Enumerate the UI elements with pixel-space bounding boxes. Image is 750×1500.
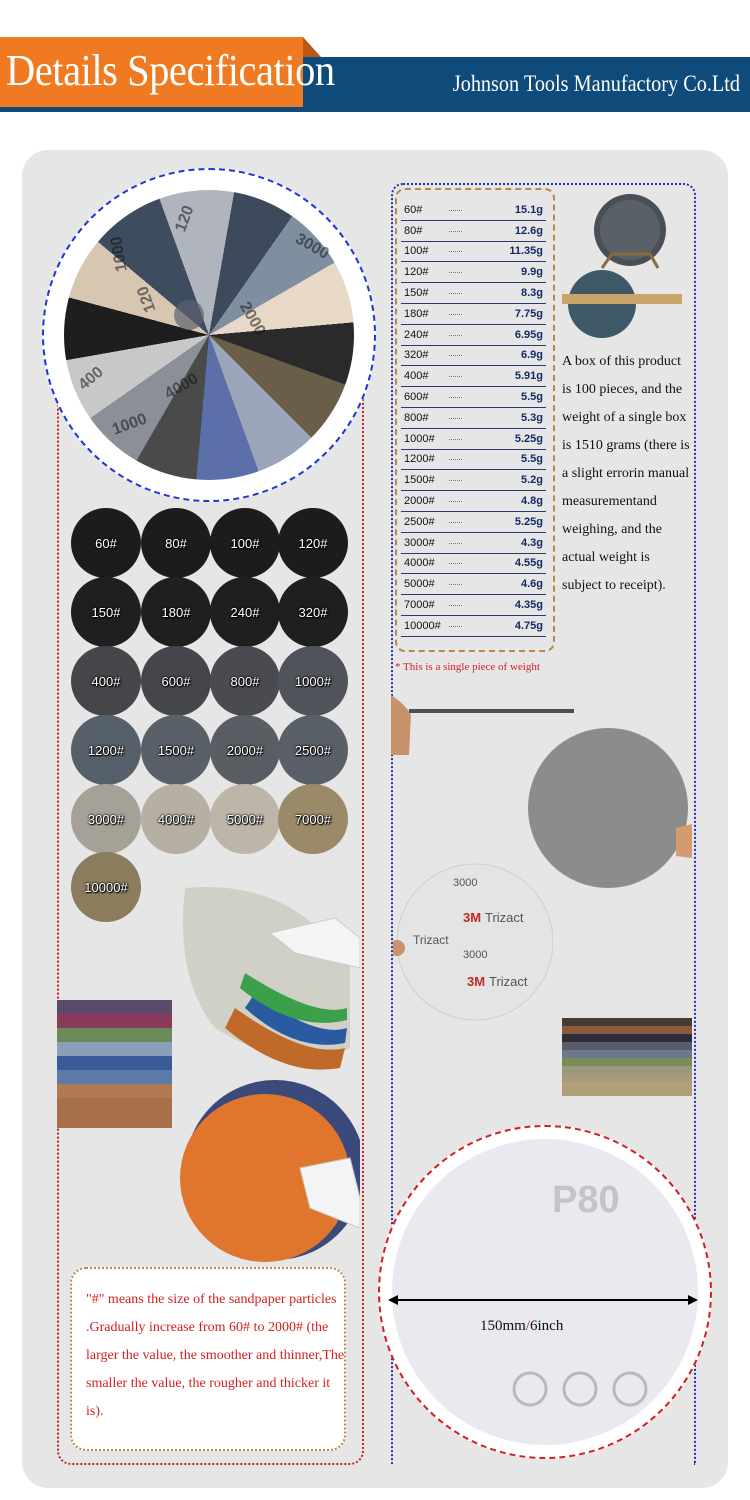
grit-label: 1200# [87,742,125,758]
leader-dots: ······· [445,366,481,387]
weight-row [401,449,546,470]
weight-row [401,200,546,220]
weight-cell: 4.3g [481,532,546,553]
ruler [562,294,682,304]
weight-row [401,615,546,636]
weight-table [401,200,546,637]
grit-swatch [141,577,211,647]
disc-layer [57,1056,172,1070]
weight-note: * This is a single piece of weight [395,661,540,673]
weight-row [401,220,546,241]
weight-row [401,283,546,304]
grit-swatch [210,784,280,854]
leader-dots: ······· [445,324,481,345]
weight-row [401,470,546,491]
grit-swatch [71,646,141,716]
grit-cell: 600# [401,387,445,408]
weight-cell: 5.25g [481,428,546,449]
grit-swatch [71,577,141,647]
grit-label: 5000# [226,811,264,827]
disc-label: 1000 [109,410,150,439]
leader-dots: ······· [445,491,481,512]
weight-cell: 4.55g [481,553,546,574]
grit-cell: 2500# [401,511,445,532]
disc-label: 120 [172,203,198,235]
arrow-right-icon [688,1295,698,1305]
grit-cell: 1000# [401,428,445,449]
box-description: A box of this product is 100 pieces, and the weight of a single box is 1510 grams (there is a slight errorin manual measurementand weighing, and the actual weight is subject to receipt). [562,354,690,593]
disc-layer [57,1014,172,1028]
grit-label: 2500# [294,742,332,758]
weight-row [401,407,546,428]
leader-dots: ······· [445,241,481,262]
grit-swatch [210,715,280,785]
disc-layer [562,1066,692,1074]
disc-layer [57,1084,172,1098]
grit-swatch [71,508,141,578]
arrow-left-icon [388,1295,398,1305]
weight-row [401,366,546,387]
weight-row [401,241,546,262]
weight-row [401,491,546,512]
leader-dots: ······· [445,428,481,449]
grit-swatch [210,577,280,647]
grit-cell: 4000# [401,553,445,574]
weight-cell: 5.3g [481,407,546,428]
weight-row [401,324,546,345]
goggles-icon [514,1373,546,1405]
finger [391,695,411,755]
weight-row [401,303,546,324]
page-title: Details Specification [6,46,335,95]
mask-icon [564,1373,596,1405]
grit-cell: 1200# [401,449,445,470]
leader-dots: ······· [445,532,481,553]
company-name: Johnson Tools Manufactory Co.Ltd [452,71,740,96]
grit-cell: 3000# [401,532,445,553]
leader-dots: ······· [445,220,481,241]
weight-row [401,262,546,283]
grit-label: 180# [161,604,191,620]
product-name: Trizact [413,933,449,947]
grit-label: 60# [95,535,117,551]
grit-swatch [278,508,348,578]
grit-label: 240# [230,604,260,620]
leader-dots: ······· [445,200,481,220]
grit-label: 320# [298,604,328,620]
disc-label: 2000 [235,299,269,339]
disc-layer [562,1018,692,1026]
disc-label: 1000 [107,235,131,274]
leader-dots: ······· [445,387,481,408]
dimension-slash: / [525,1318,531,1334]
weight-cell: 4.6g [481,574,546,595]
weight-cell: 6.95g [481,324,546,345]
weight-cell: 4.8g [481,491,546,512]
grit-swatch [71,784,141,854]
weight-cell: 5.5g [481,449,546,470]
disc-layer [562,1082,692,1096]
weight-cell: 5.2g [481,470,546,491]
disc-layer [57,1070,172,1084]
disc-label: 3000 [292,230,332,263]
weight-cell: 15.1g [481,200,546,220]
disc-layer [562,1058,692,1066]
weight-row [401,387,546,408]
grit-cell: 400# [401,366,445,387]
hand-holding-discs-photo [175,878,360,1078]
grit-swatch [278,577,348,647]
disc-layer [57,1028,172,1042]
grit-swatch [141,715,211,785]
discs-fan-image [64,190,354,480]
disc-layer [57,1000,172,1014]
weight-row [401,532,546,553]
disc-layer [562,1050,692,1058]
leader-dots: ······· [445,303,481,324]
grit-cell: 180# [401,303,445,324]
weight-cell: 6.9g [481,345,546,366]
grit-explanation-text: "#" means the size of the sandpaper particles .Gradually increase from 60# to 2000# (the larger the value, the smoother and thinner,The smaller the value, the rougher and thicker it is). [86,1292,345,1419]
leader-dots: ······· [445,283,481,304]
grit-cell: 10000# [401,615,445,636]
grit-swatch [141,508,211,578]
leader-dots: ······· [445,470,481,491]
disc-dimension [480,1318,620,1335]
leader-dots: ······· [445,615,481,636]
grit-swatch [210,646,280,716]
grit-cell: 2000# [401,491,445,512]
weight-cell: 4.75g [481,615,546,636]
fan-center [174,300,204,330]
leader-dots: ······· [445,553,481,574]
grade-print: P80 [552,1179,620,1221]
weight-row [401,345,546,366]
disc-label: 120 [134,283,160,315]
leader-dots: ······· [445,449,481,470]
safety-icons [510,1367,680,1427]
grit-cell: 80# [401,220,445,241]
weight-cell: 9.9g [481,262,546,283]
grit-label: 3000# [87,811,125,827]
stacked-discs-photo [57,990,177,1140]
grit-swatch [278,715,348,785]
weight-cell: 5.25g [481,511,546,532]
dimension-mm: 150mm [480,1318,526,1334]
disc-stack-side-photo [562,1010,692,1105]
product-name: Trizact [485,910,524,925]
grit-label: 400# [91,673,121,689]
grit-label: 4000# [157,811,195,827]
grit-swatch [278,646,348,716]
grit-cell: 320# [401,345,445,366]
grit-label: 1500# [157,742,195,758]
leader-dots: ······· [445,595,481,616]
grit-cell: 150# [401,283,445,304]
dimension-inch: 6inch [530,1318,564,1334]
grade-label: 3000 [463,949,488,961]
finger [676,824,692,858]
grit-cell: 1500# [401,470,445,491]
leader-dots: ······· [445,262,481,283]
weight-cell: 8.3g [481,283,546,304]
grit-swatch [141,784,211,854]
weight-cell: 4.35g [481,595,546,616]
leader-dots: ······· [445,574,481,595]
disc-label: 400 [75,363,107,394]
weight-cell: 5.91g [481,366,546,387]
weight-row [401,574,546,595]
grit-label: 80# [165,535,187,551]
grit-label: 800# [230,673,260,689]
grit-cell: 800# [401,407,445,428]
disc-layer [562,1026,692,1034]
grit-label: 2000# [226,742,264,758]
grit-swatch [141,646,211,716]
leader-dots: ······· [445,407,481,428]
dimension-arrow [388,1290,698,1310]
grit-label: 10000# [84,879,128,895]
orange-disc-hand-photo [180,1078,360,1263]
grit-cell: 120# [401,262,445,283]
weight-cell: 7.75g [481,303,546,324]
grit-label: 7000# [294,811,332,827]
weight-cell: 5.5g [481,387,546,408]
weight-row [401,553,546,574]
product-name: Trizact [489,974,528,989]
weight-row [401,595,546,616]
grit-cell: 7000# [401,595,445,616]
grit-swatch [71,715,141,785]
grit-swatch [210,508,280,578]
grit-cell: 60# [401,200,445,220]
leader-dots: ······· [445,345,481,366]
disc-pattern [600,200,660,260]
sanding-discs-fan-photo [42,168,376,502]
grit-swatch [71,852,141,922]
grit-label: 100# [230,535,260,551]
weight-cell: 11.35g [481,241,546,262]
disc-layer [562,1034,692,1042]
grade-label: 3000 [453,877,478,889]
disc-edge [409,709,574,713]
grit-cell: 240# [401,324,445,345]
disc-layer [57,1042,172,1056]
brand-logo: 3M [463,910,482,925]
helmet-icon [614,1373,646,1405]
grit-label: 120# [298,535,328,551]
grit-swatch [278,784,348,854]
disc-layer [562,1042,692,1050]
disc-with-ruler-photo [562,192,682,342]
grit-cell: 100# [401,241,445,262]
weight-row [401,511,546,532]
grit-label: 600# [161,673,191,689]
brand-logo: 3M [467,974,486,989]
weight-cell: 12.6g [481,220,546,241]
disc-label: 4000 [161,370,202,403]
grit-cell: 5000# [401,574,445,595]
grit-label: 1000# [294,673,332,689]
trizact-disc-photo [393,858,553,1028]
leader-dots: ······· [445,511,481,532]
disc-layer [562,1074,692,1082]
weight-row [401,428,546,449]
grit-label: 150# [91,604,121,620]
disc-layer [57,1098,172,1128]
